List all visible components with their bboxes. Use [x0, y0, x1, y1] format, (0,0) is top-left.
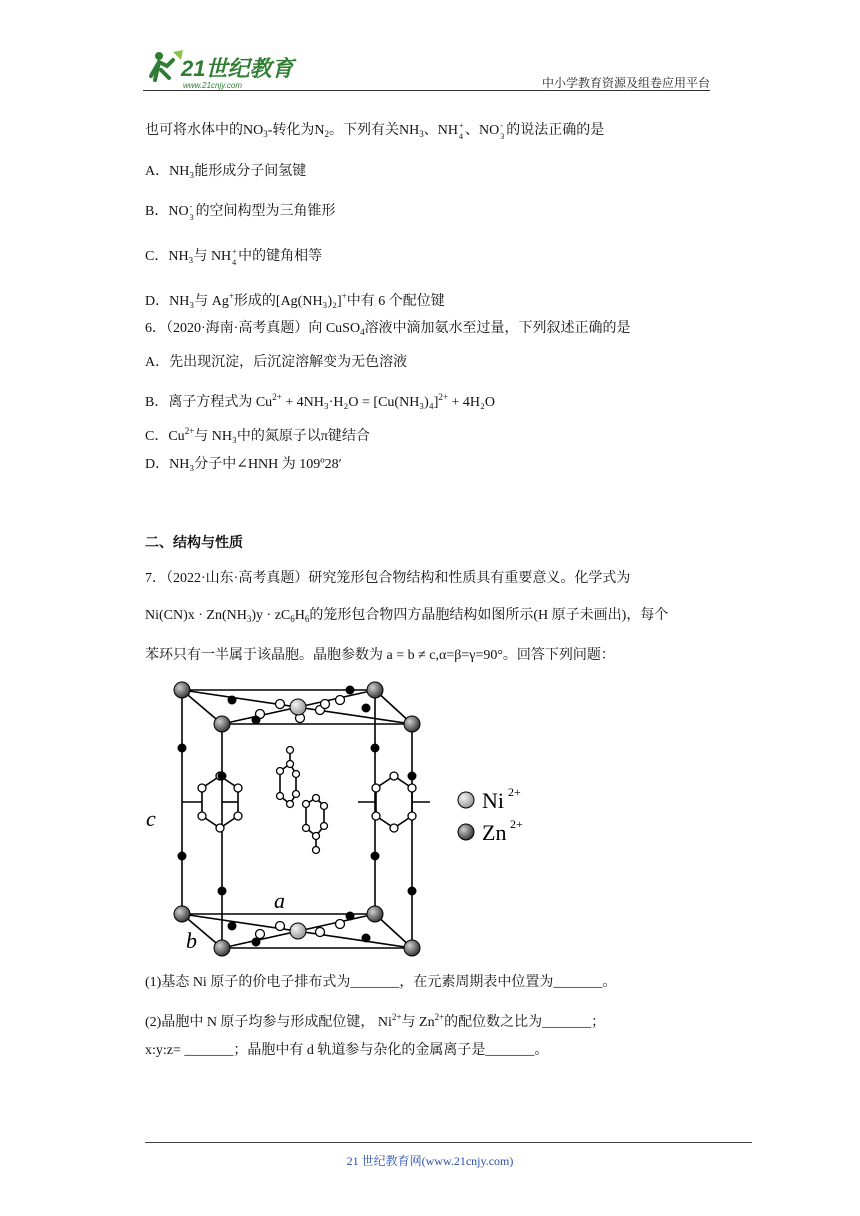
- svg-text:www.21cnjy.com: www.21cnjy.com: [183, 81, 242, 90]
- q7-stem-line2: $Ni(CN)x \cdot Zn(NH_3)y \cdot zC_6H_6$的笼形包合物四方晶胞结构如图所示(H 原子未画出)，每个: [145, 608, 669, 624]
- q6-option-b: B．离子方程式为 $Cu^{2+} + 4NH_3\cdot H_2O = [Cu(NH_3)_4]^{2+} + 4H_2O$: [145, 392, 495, 410]
- logo-21cnjy: [143, 46, 313, 90]
- header-divider: [143, 90, 710, 91]
- q5-option-a: A．NH₃能形成分子间氢键: [145, 164, 307, 179]
- legend-zn-marker: [458, 824, 474, 840]
- q5-option-d: D．NH₃与 Ag+形成的[Ag(NH₃)₂]+中有 6 个配位键: [145, 291, 445, 309]
- q5-option-c: C．NH₃与 NH + 4 中的键角相等: [145, 247, 323, 267]
- page-header: [143, 40, 710, 92]
- q7-stem-line3: 苯环只有一半属于该晶胞。晶胞参数为 a = b ≠ c,α=β=γ=90°。回答下列问题：: [145, 648, 615, 663]
- crystal-cell-figure: [140, 676, 560, 966]
- legend-ni-marker: [458, 792, 474, 808]
- q6-stem: 6．（2020·海南·高考真题）向 CuSO$_4$溶液中滴加氨水至过量，下列叙述正确的是: [145, 321, 631, 337]
- legend-zn-symbol: Zn: [482, 820, 507, 845]
- q5-option-b: B．NO - 3 的空间构型为三角锥形: [145, 202, 336, 222]
- axis-label-c: c: [146, 806, 156, 831]
- runner-icon: [151, 50, 183, 80]
- q7-sub3: x:y:z= _______；晶胞中有 d 轨道参与杂化的金属离子是_______。: [145, 1043, 549, 1058]
- q7-sub1: (1)基态 Ni 原子的价电子排布式为_______，在元素周期表中位置为_______。: [145, 975, 617, 990]
- footer-link[interactable]: 21 世纪教育网(www.21cnjy.com): [346, 1154, 514, 1168]
- q7-sub2: (2)晶胞中 N 原子均参与形成配位键， $Ni^{2+}$与 $Zn^{2+}$的配位数之比为_______；: [145, 1012, 606, 1030]
- q6-option-c: C．$Cu^{2+}$与 NH₃中的氮原子以π键结合: [145, 426, 370, 444]
- axis-label-a: a: [274, 888, 285, 913]
- q7-stem-line1: 7．（2022·山东·高考真题）研究笼形包合物结构和性质具有重要意义。化学式为: [145, 571, 631, 586]
- svg-text:21世纪教育: 21世纪教育: [181, 56, 294, 81]
- axis-label-b: b: [186, 928, 197, 953]
- q6-option-d: D．NH₃分子中∠HNH 为 109º28′: [145, 457, 342, 472]
- legend-ni-charge: 2+: [508, 785, 521, 799]
- section-title: 二、结构与性质: [145, 536, 243, 551]
- intro-line: 也可将水体中的$NO_3-$转化为$N_2$。下列有关$NH_3$、NH + 4 、NO - 3 的说法正确的是: [145, 121, 605, 141]
- q6-option-a: A．先出现沉淀，后沉淀溶解变为无色溶液: [145, 355, 408, 370]
- footer-divider: [145, 1142, 752, 1143]
- legend-zn-charge: 2+: [510, 817, 523, 831]
- legend-ni-symbol: Ni: [482, 788, 504, 813]
- figure-legend: [458, 785, 523, 845]
- header-platform-text: 中小学教育资源及组卷应用平台: [541, 76, 710, 90]
